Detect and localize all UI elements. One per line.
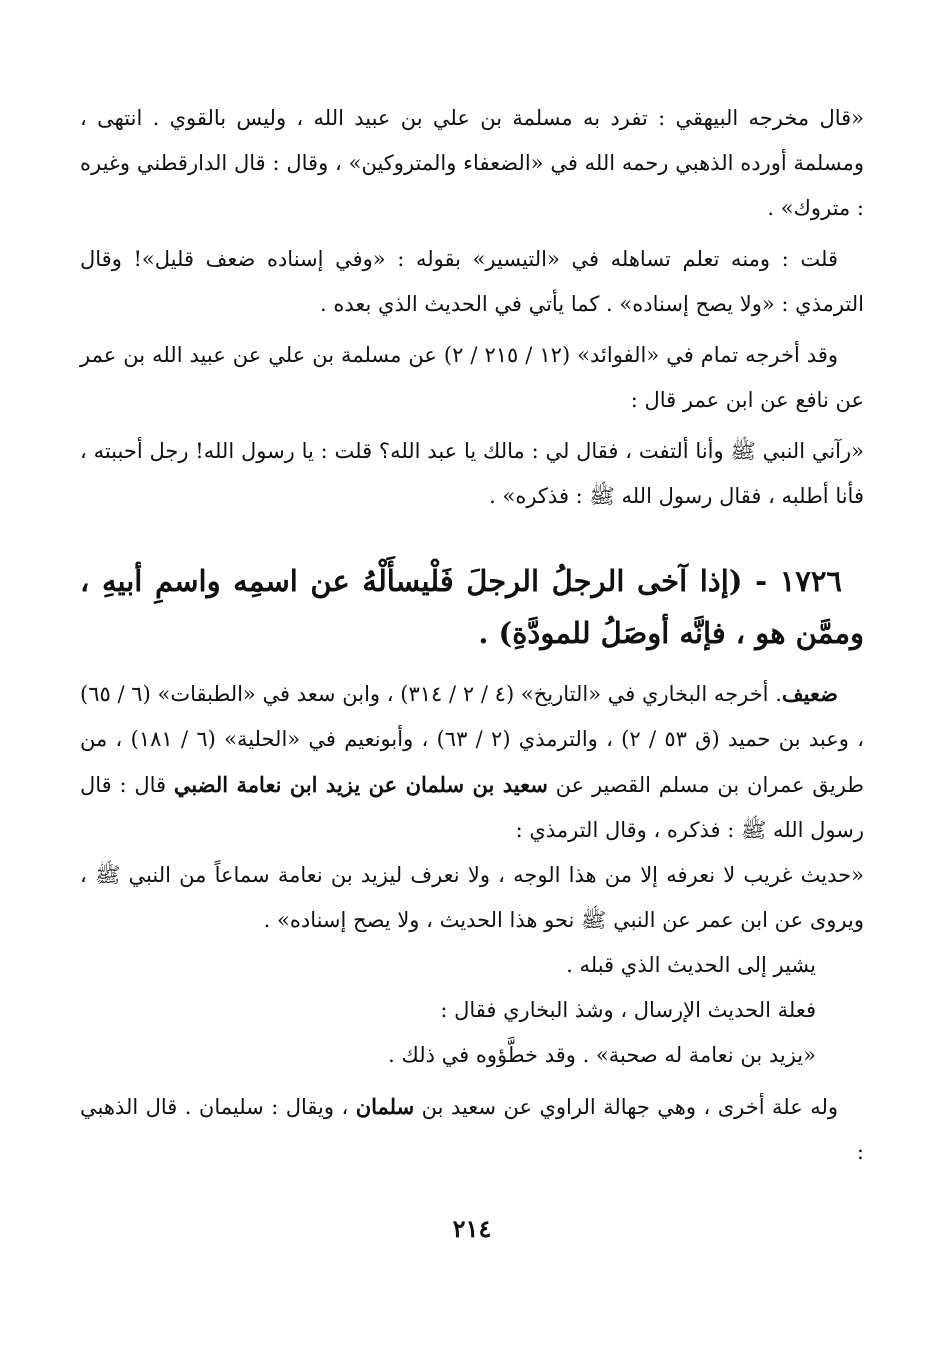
grading-label: ضعيف: [781, 681, 838, 706]
paragraph-takhrij: [80, 671, 864, 853]
page-body: [80, 96, 864, 1175]
paragraph-other-defect: [80, 1084, 864, 1175]
paragraph-pointer: يشير إلى الحديث الذي قبله .: [566, 953, 816, 977]
takhrij-text-b: قال : قال رسول الله ﷺ : فذكره ، وقال الترمذي :: [80, 773, 864, 842]
paragraph-tirmidhi-quote: «حديث غريب لا نعرفه إلا من هذا الوجه ، ولا نعرف ليزيد بن نعامة سماعاً من النبي ﷺ ، ويروى عن ابن عمر عن النبي ﷺ نحو هذا الحديث ، ولا يصح إسناده» .: [80, 863, 864, 932]
paragraph-author-comment: قلت : ومنه تعلم تساهله في «التيسير» بقوله : «وفي إسناده ضعف قليل»! وقال الترمذي : «ولا يصح إسناده» . كما يأتي في الحديث الذي بعده .: [80, 247, 864, 316]
paragraph-bukhari-quote: «يزيد بن نعامة له صحبة» . وقد خطَّؤوه في ذلك .: [388, 1043, 816, 1067]
page-number: ٢١٤: [452, 1214, 492, 1243]
paragraph-hadith-text: «رآني النبي ﷺ وأنا ألتفت ، فقال لي : مالك يا عبد الله؟ قلت : يا رسول الله! رجل أحببته ، فأنا أطلبه ، فقال رسول الله ﷺ : فذكره» .: [80, 439, 864, 508]
hadith-heading: ١٧٢٦ - (إذا آخى الرجلُ الرجلَ فَلْيسأَلْهُ عن اسمِه واسمِ أبيهِ ، وممَّن هو ، فإنَّه أوصَلُ للمودَّةِ) .: [80, 564, 864, 650]
narrator-chain: سعيد بن سلمان عن يزيد ابن نعامة الضبي: [173, 772, 548, 797]
other-defect-text-a: وله علة أخرى ، وهي جهالة الراوي عن سعيد بن: [414, 1095, 838, 1119]
other-defect-text-b: ، ويقال : سليمان . قال الذهبي :: [80, 1095, 864, 1164]
paragraph-bayhaqi-quote: «قال مخرجه البيهقي : تفرد به مسلمة بن علي بن عبيد الله ، وليس بالقوي . انتهى ، ومسلمة أورده الذهبي رحمه الله في «الضعفاء والمتروكين» ، وقال : قال الدارقطني وغيره : متروك» .: [80, 106, 864, 220]
takhrij-text-a: . أخرجه البخاري في «التاريخ» (٤ / ٢ / ٣١٤) ، وابن سعد في «الطبقات» (٦ / ٦٥) ، وعبد بن حميد (ق ٥٣ / ٢) ، والترمذي (٢ / ٦٣) ، وأبونعيم في «الحلية» (٦ / ١٨١) ، من طريق عمران بن مسلم القصير عن: [80, 682, 864, 797]
paragraph-illa: فعلة الحديث الإرسال ، وشذ البخاري فقال :: [440, 998, 816, 1022]
narrator-name: سلمان: [355, 1094, 415, 1119]
paragraph-tammam-source: وقد أخرجه تمام في «الفوائد» (١٢ / ٢١٥ / ٢) عن مسلمة بن علي عن عبيد الله بن عمر عن نافع عن ابن عمر قال :: [80, 343, 864, 412]
